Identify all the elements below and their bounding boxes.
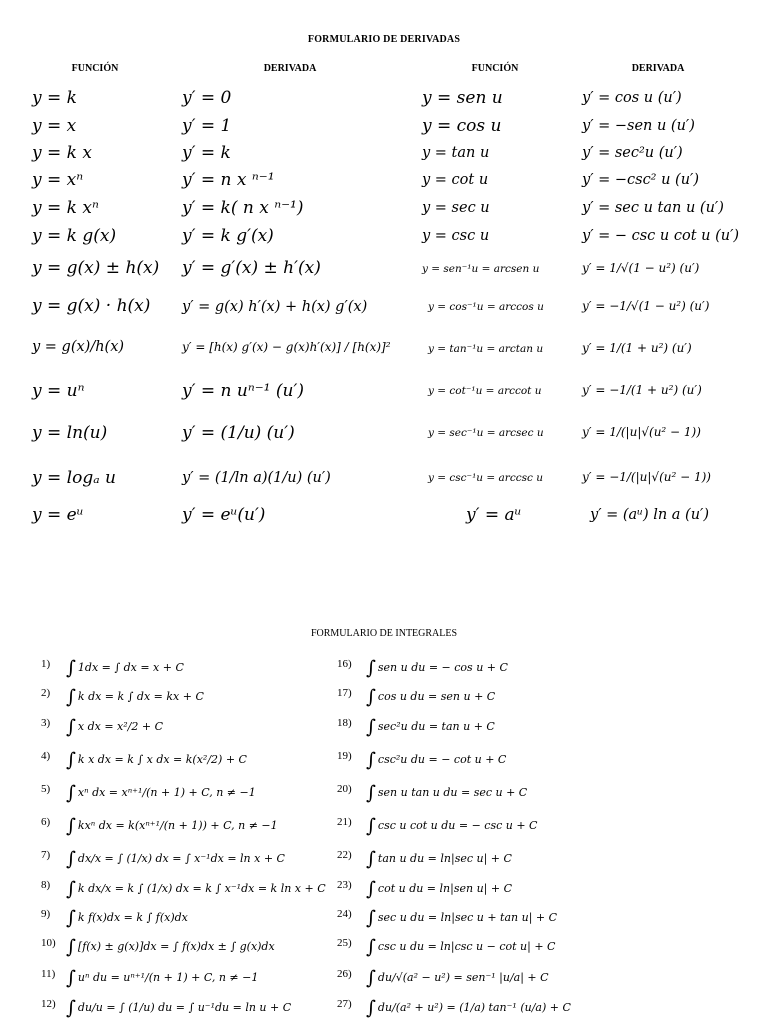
derivative-left-d-11: y′ = (1/ln a)(1/u) (u′) (182, 470, 331, 486)
header-funcion-right: FUNCIÓN (471, 63, 519, 74)
integral-sign-icon: ∫ (366, 782, 376, 804)
integral-sign-icon: ∫ (66, 997, 76, 1019)
integral-left-num-4: 5) (41, 783, 51, 795)
derivative-right-f-9: y = cot⁻¹u = arccot u (428, 385, 542, 397)
integral-sign-icon: ∫ (66, 936, 76, 958)
integral-right-expr-11 (366, 994, 571, 1019)
derivatives-title: FORMULARIO DE DERIVADAS (307, 34, 461, 45)
derivative-right-d-9: y′ = −1/(1 + u²) (u′) (582, 383, 702, 397)
derivative-right-d-0: y′ = cos u (u′) (582, 90, 682, 106)
integral-sign-icon: ∫ (366, 936, 376, 958)
derivative-left-f-12: y = eᵘ (32, 505, 84, 525)
integral-left-text-10: uⁿ du = uⁿ⁺¹/(n + 1) + C, n ≠ −1 (77, 971, 259, 984)
integral-left-text-3: k x dx = k ∫ x dx = k(x²/2) + C (77, 753, 247, 766)
derivative-left-f-10: y = ln(u) (32, 423, 108, 443)
integral-right-expr-2 (366, 713, 495, 738)
integral-left-expr-1 (66, 683, 204, 708)
derivative-right-f-12: y′ = aᵘ (466, 505, 522, 525)
integral-sign-icon: ∫ (366, 997, 376, 1019)
derivative-right-f-1: y = cos u (422, 116, 502, 136)
derivative-left-f-1: y = x (32, 116, 77, 136)
integral-sign-icon: ∫ (66, 749, 76, 771)
derivative-right-d-8: y′ = 1/(1 + u²) (u′) (582, 341, 692, 355)
derivative-left-d-6: y′ = g′(x) ± h′(x) (182, 258, 321, 278)
derivative-right-f-8: y = tan⁻¹u = arctan u (428, 343, 544, 355)
integral-left-expr-4 (66, 779, 256, 804)
derivative-right-d-11: y′ = −1/(|u|√(u² − 1)) (582, 470, 711, 484)
derivative-right-d-4: y′ = sec u tan u (u′) (582, 200, 724, 216)
integral-left-expr-2 (66, 713, 164, 738)
integral-right-expr-9 (366, 933, 556, 958)
derivative-left-d-0: y′ = 0 (182, 88, 232, 108)
integral-sign-icon: ∫ (66, 848, 76, 870)
integral-left-expr-10 (66, 964, 259, 989)
integral-right-expr-3 (366, 746, 507, 771)
integral-right-text-3: csc²u du = − cot u + C (377, 753, 507, 766)
header-derivada-right: DERIVADA (631, 63, 685, 74)
derivative-right-d-7: y′ = −1/√(1 − u²) (u′) (582, 299, 710, 313)
integral-right-text-2: sec²u du = tan u + C (377, 720, 495, 733)
integrals-title: FORMULARIO DE INTEGRALES (310, 628, 458, 639)
derivative-left-d-5: y′ = k g′(x) (182, 226, 274, 246)
derivative-right-f-3: y = cot u (422, 172, 489, 188)
integral-left-num-3: 4) (41, 750, 51, 762)
integral-right-num-10: 26) (337, 968, 352, 980)
integral-right-text-0: sen u du = − cos u + C (377, 661, 508, 674)
derivative-right-d-3: y′ = −csc² u (u′) (582, 172, 699, 188)
derivative-left-f-2: y = k x (32, 143, 92, 163)
integral-sign-icon: ∫ (66, 716, 76, 738)
integral-left-text-2: x dx = x²/2 + C (77, 720, 164, 733)
integral-left-text-0: 1dx = ∫ dx = x + C (77, 661, 184, 674)
integral-sign-icon: ∫ (66, 907, 76, 929)
integral-left-num-5: 6) (41, 816, 51, 828)
integral-right-num-4: 20) (337, 783, 352, 795)
integral-right-expr-5 (366, 812, 538, 837)
integral-left-num-9: 10) (41, 937, 56, 949)
integral-right-text-1: cos u du = sen u + C (377, 690, 496, 703)
integral-right-num-7: 23) (337, 879, 352, 891)
integral-right-expr-0 (366, 654, 508, 679)
header-derivada-left: DERIVADA (263, 63, 317, 74)
integral-right-text-5: csc u cot u du = − csc u + C (377, 819, 538, 832)
integral-right-expr-1 (366, 683, 496, 708)
derivative-left-d-2: y′ = k (182, 143, 231, 163)
integral-left-expr-9 (66, 933, 275, 958)
integral-right-expr-8 (366, 904, 558, 929)
integral-sign-icon: ∫ (66, 686, 76, 708)
integral-left-text-5: kxⁿ dx = k(xⁿ⁺¹/(n + 1)) + C, n ≠ −1 (77, 819, 278, 832)
integral-left-expr-0 (66, 654, 184, 679)
integral-left-num-6: 7) (41, 849, 51, 861)
integral-right-num-0: 16) (337, 658, 352, 670)
integral-sign-icon: ∫ (66, 815, 76, 837)
derivative-left-d-3: y′ = n x ⁿ⁻¹ (182, 170, 275, 190)
derivative-left-f-0: y = k (32, 88, 77, 108)
integral-sign-icon: ∫ (366, 878, 376, 900)
integral-sign-icon: ∫ (66, 878, 76, 900)
integral-left-num-0: 1) (41, 658, 51, 670)
derivative-right-d-10: y′ = 1/(|u|√(u² − 1)) (582, 425, 701, 439)
derivative-left-f-9: y = uⁿ (32, 381, 85, 401)
derivative-right-f-0: y = sen u (422, 88, 503, 108)
integral-right-text-10: du/√(a² − u²) = sen⁻¹ |u/a| + C (377, 971, 549, 984)
integral-right-num-2: 18) (337, 717, 352, 729)
integral-right-expr-4 (366, 779, 528, 804)
derivative-left-d-4: y′ = k( n x ⁿ⁻¹) (182, 198, 304, 218)
integral-right-num-8: 24) (337, 908, 352, 920)
derivative-left-d-9: y′ = n uⁿ⁻¹ (u′) (182, 381, 304, 401)
derivative-left-d-7: y′ = g(x) h′(x) + h(x) g′(x) (182, 299, 368, 315)
integral-left-expr-11 (66, 994, 292, 1019)
derivative-right-d-2: y′ = sec²u (u′) (582, 145, 683, 161)
derivative-left-f-4: y = k xⁿ (32, 198, 99, 218)
integral-sign-icon: ∫ (366, 848, 376, 870)
integral-left-text-11: du/u = ∫ (1/u) du = ∫ u⁻¹du = ln u + C (77, 1001, 292, 1014)
integral-left-expr-5 (66, 812, 278, 837)
integral-left-num-2: 3) (41, 717, 51, 729)
derivative-left-d-12: y′ = eᵘ(u′) (182, 505, 266, 525)
integral-right-text-9: csc u du = ln|csc u − cot u| + C (377, 940, 556, 953)
integral-right-expr-7 (366, 875, 512, 900)
integral-left-text-8: k f(x)dx = k ∫ f(x)dx (77, 911, 188, 924)
derivative-right-f-11: y = csc⁻¹u = arccsc u (428, 472, 543, 484)
integral-right-num-5: 21) (337, 816, 352, 828)
derivative-right-d-12: y′ = (aᵘ) ln a (u′) (590, 507, 709, 523)
derivative-right-d-5: y′ = − csc u cot u (u′) (582, 228, 740, 244)
integral-sign-icon: ∫ (66, 657, 76, 679)
integral-right-text-7: cot u du = ln|sen u| + C (377, 882, 512, 895)
derivative-left-f-7: y = g(x) · h(x) (32, 296, 151, 316)
integral-left-text-4: xⁿ dx = xⁿ⁺¹/(n + 1) + C, n ≠ −1 (77, 786, 256, 799)
derivative-right-d-1: y′ = −sen u (u′) (582, 118, 695, 134)
integral-right-num-6: 22) (337, 849, 352, 861)
integral-left-expr-8 (66, 904, 188, 929)
integral-left-num-11: 12) (41, 998, 56, 1010)
integral-sign-icon: ∫ (66, 967, 76, 989)
integral-left-expr-6 (66, 845, 285, 870)
derivative-right-d-6: y′ = 1/√(1 − u²) (u′) (582, 261, 700, 275)
integral-left-expr-3 (66, 746, 247, 771)
integral-right-expr-10 (366, 964, 549, 989)
integral-left-num-1: 2) (41, 687, 51, 699)
header-funcion-left: FUNCIÓN (71, 63, 119, 74)
integral-left-text-6: dx/x = ∫ (1/x) dx = ∫ x⁻¹dx = ln x + C (77, 852, 285, 865)
integral-right-text-6: tan u du = ln|sec u| + C (377, 852, 512, 865)
integral-right-expr-6 (366, 845, 512, 870)
derivative-right-f-6: y = sen⁻¹u = arcsen u (422, 263, 540, 275)
integral-right-text-11: du/(a² + u²) = (1/a) tan⁻¹ (u/a) + C (377, 1001, 571, 1014)
derivative-left-f-8: y = g(x)/h(x) (32, 339, 125, 355)
integral-right-num-9: 25) (337, 937, 352, 949)
integral-sign-icon: ∫ (366, 749, 376, 771)
derivative-left-d-10: y′ = (1/u) (u′) (182, 423, 295, 443)
derivative-right-f-2: y = tan u (422, 145, 490, 161)
integral-left-num-8: 9) (41, 908, 51, 920)
derivative-left-f-6: y = g(x) ± h(x) (32, 258, 160, 278)
integral-left-num-10: 11) (41, 968, 56, 980)
integral-right-text-8: sec u du = ln|sec u + tan u| + C (377, 911, 558, 924)
derivative-left-f-11: y = logₐ u (32, 468, 116, 488)
integral-sign-icon: ∫ (66, 782, 76, 804)
integral-sign-icon: ∫ (366, 907, 376, 929)
integral-sign-icon: ∫ (366, 716, 376, 738)
derivative-left-d-8: y′ = [h(x) g′(x) − g(x)h′(x)] / [h(x)]² (182, 340, 391, 354)
integral-left-text-9: [f(x) ± g(x)]dx = ∫ f(x)dx ± ∫ g(x)dx (77, 940, 275, 953)
derivative-left-f-5: y = k g(x) (32, 226, 117, 246)
integral-left-text-7: k dx/x = k ∫ (1/x) dx = k ∫ x⁻¹dx = k ln x + C (77, 882, 326, 895)
integral-right-text-4: sen u tan u du = sec u + C (377, 786, 528, 799)
integral-sign-icon: ∫ (366, 686, 376, 708)
integral-sign-icon: ∫ (366, 815, 376, 837)
integral-sign-icon: ∫ (366, 657, 376, 679)
derivative-right-f-10: y = sec⁻¹u = arcsec u (428, 427, 544, 439)
integral-right-num-1: 17) (337, 687, 352, 699)
integral-right-num-3: 19) (337, 750, 352, 762)
derivative-right-f-7: y = cos⁻¹u = arccos u (428, 301, 544, 313)
integral-sign-icon: ∫ (366, 967, 376, 989)
derivative-left-d-1: y′ = 1 (182, 116, 232, 136)
integral-left-num-7: 8) (41, 879, 51, 891)
integral-right-num-11: 27) (337, 998, 352, 1010)
integral-left-text-1: k dx = k ∫ dx = kx + C (77, 690, 204, 703)
integral-left-expr-7 (66, 875, 326, 900)
derivative-right-f-4: y = sec u (422, 200, 490, 216)
derivative-right-f-5: y = csc u (422, 228, 490, 244)
derivative-left-f-3: y = xⁿ (32, 170, 84, 190)
